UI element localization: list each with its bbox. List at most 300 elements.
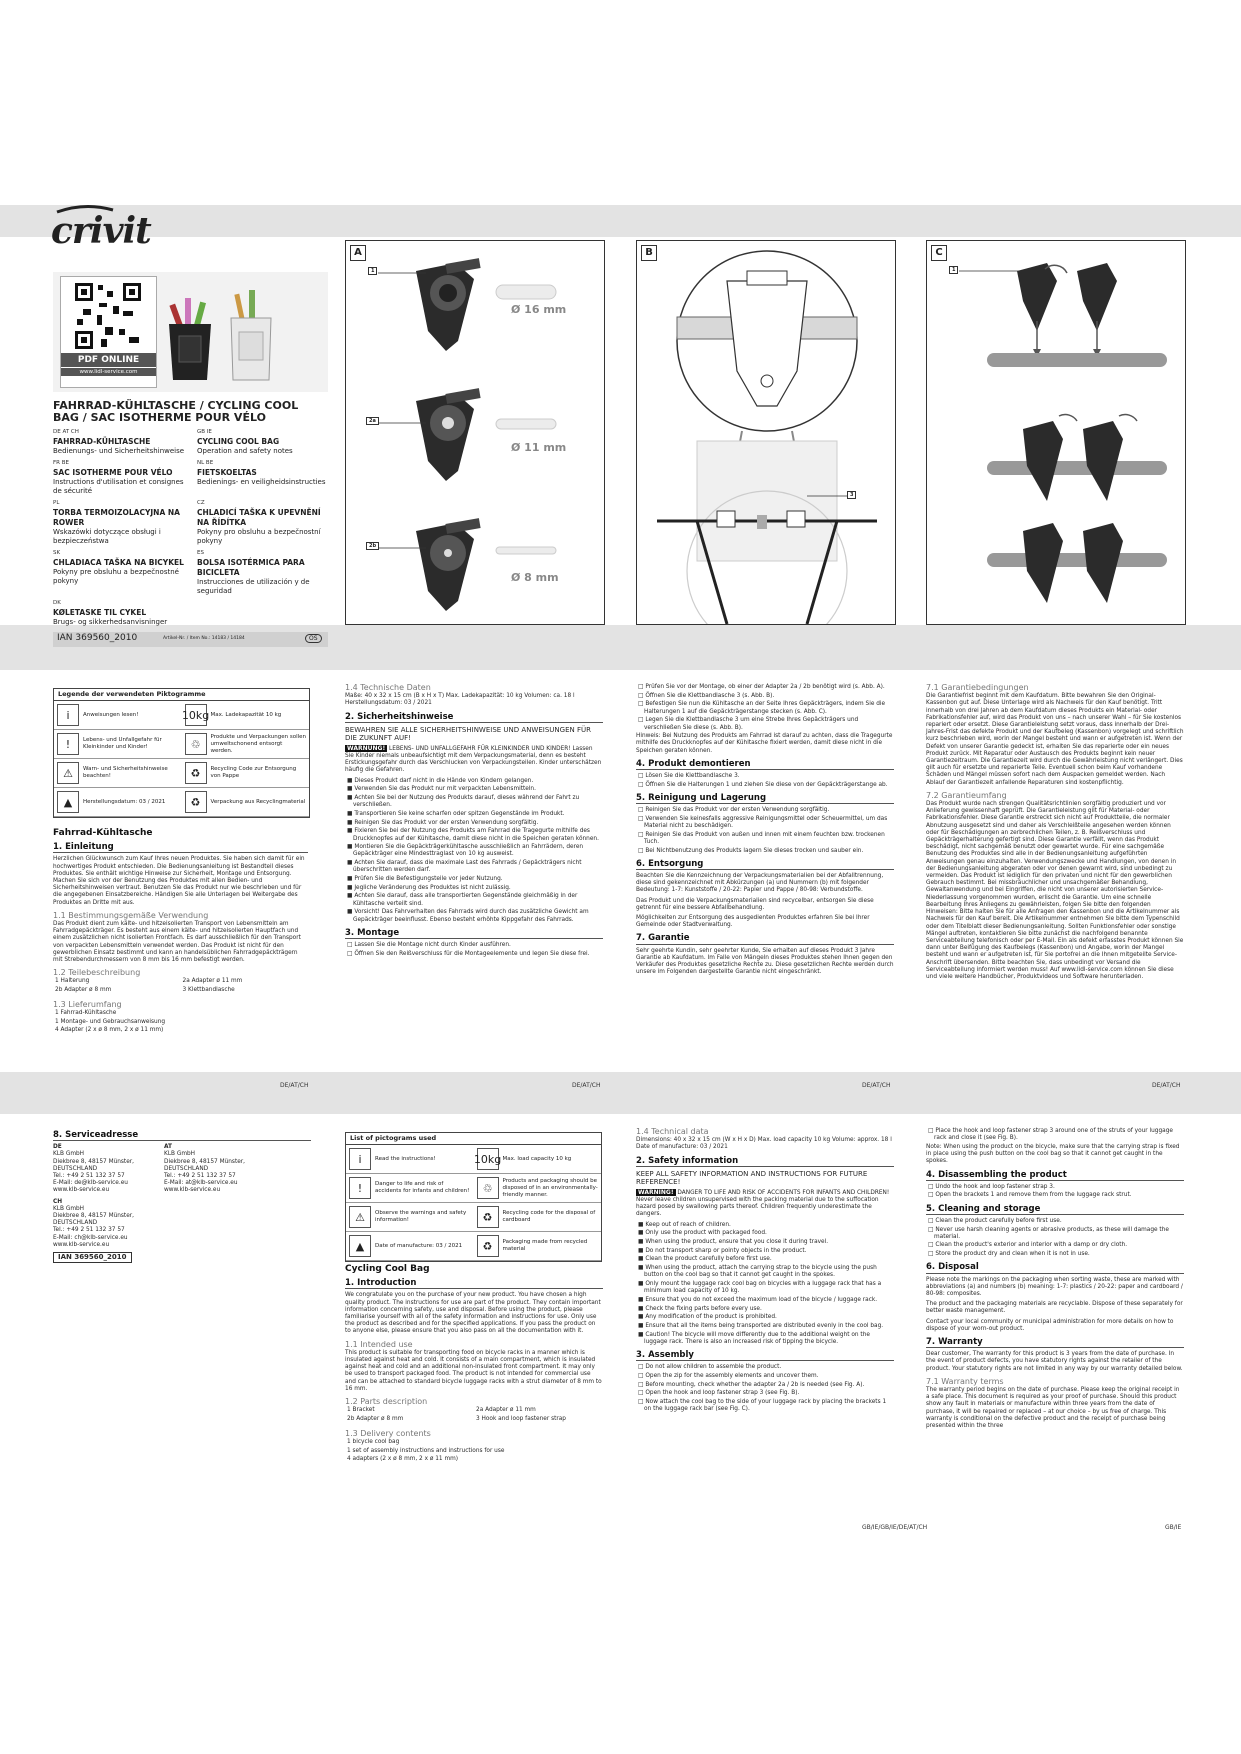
legend-text: Products and packaging should be disposed of in an environmentally-friendly manner. — [502, 1177, 598, 1198]
warranty-heading-de: 7. Garantie — [636, 935, 894, 944]
service-address-ch — [53, 1199, 311, 1249]
legend-text: Max. load capacity 10 kg — [502, 1155, 572, 1162]
legend-cell — [474, 1203, 602, 1231]
language-desc: Instrucciones de utilización y de seguridad — [197, 578, 310, 595]
warranty-heading-gb: 7. Warranty — [926, 1339, 1184, 1348]
list-item: 4 adapters (2 x ø 8 mm, 2 x ø 11 mm) — [347, 1456, 459, 1463]
bullet-icon: □ — [638, 692, 646, 699]
de-column-1 — [53, 824, 308, 1036]
legend-cell — [474, 1174, 602, 1202]
list-item: □ Legen Sie die Klettbandlasche 3 um eine Strebe Ihres Gepäckträgers und verschließen Sie diese (s. Abb. B). — [638, 717, 859, 731]
legend-text: Lebens- und Unfallgefahr für Kleinkinder und Kinder! — [83, 737, 162, 750]
language-flags: FR BE — [53, 460, 69, 466]
pictogram-icon: ♻ — [477, 1235, 499, 1257]
pictogram-icon: ⚠ — [349, 1206, 371, 1228]
list-item: 1 Bracket — [347, 1407, 375, 1414]
disposal-text1-de: Beachten Sie die Kennzeichnung der Verpackungsmaterialien bei der Abfalltrennung, diese sind gekennzeichnet mit Abkürzungen (a) und Nummern (b) mit folgender Bedeutung: 1-7: Kunststoffe / 20-22: Papier und Pappe / 80-98: Verbundstoffe. — [636, 873, 884, 894]
list-item: ■ Only mount the luggage rack cool bag on bicycles with a luggage rack that has a minimum load capacity of 10 kg. — [638, 1281, 882, 1295]
language-flags: SK — [53, 550, 61, 556]
qr-code[interactable] — [60, 276, 157, 388]
bullet-icon: □ — [638, 684, 646, 690]
list-item: □ Öffnen Sie die Klettbandlasche 3 (s. Abb. B). — [638, 692, 775, 699]
panel-b-label: B — [641, 245, 657, 261]
list-item: ■ Jegliche Veränderung des Produktes ist nicht zulässig. — [347, 884, 511, 891]
list-item: 3 Klettbandlasche — [182, 987, 235, 994]
legend-row — [346, 1203, 601, 1232]
w72-heading-de: 7.2 Garantieumfang — [926, 790, 1007, 800]
bullet-icon: □ — [638, 807, 646, 814]
pictogram-icon: ⚠ — [57, 762, 79, 784]
scope-list-de — [53, 1010, 308, 1035]
language-entry — [197, 549, 333, 596]
pictogram-icon: ♻ — [477, 1206, 499, 1228]
diameter-16-label: Ø 16 mm — [511, 303, 567, 316]
list-item: ■ Achten Sie darauf, dass die maximale Last des Fahrrads / Gepäckträgers nicht überschritten werden darf. — [347, 860, 582, 874]
language-name: CHLADICÍ TAŠKA K UPEVNĚNÍ NA ŘÍDÍTKA — [197, 508, 321, 527]
bullet-icon: ■ — [347, 819, 355, 826]
language-entry — [53, 599, 189, 627]
diameter-8-label: Ø 8 mm — [511, 571, 559, 584]
safety-heading-de: 2. Sicherheitshinweise — [345, 714, 603, 723]
legend-cell — [54, 701, 182, 729]
bracket-adapter-drawing — [346, 241, 604, 624]
list-item: □ Open the brackets 1 and remove them from the luggage rack strut. — [928, 1192, 1132, 1199]
bracket-mounting-drawing — [927, 241, 1185, 624]
list-item: ■ Do not transport sharp or pointy objects in the product. — [638, 1247, 807, 1254]
bullet-icon: ■ — [347, 777, 355, 784]
part-marker-3: 3 — [847, 491, 856, 499]
legend-row — [346, 1145, 601, 1174]
footer-de-4: DE/AT/CH — [1152, 1082, 1181, 1089]
bullet-icon: □ — [638, 1364, 646, 1371]
warning-badge-de: WARNUNG! — [347, 744, 386, 752]
safety-list-gb — [636, 1222, 894, 1347]
safety-caps-gb: KEEP ALL SAFETY INFORMATION AND INSTRUCTIONS FOR FUTURE REFERENCE! — [636, 1169, 868, 1186]
service-line: DEUTSCHLAND — [164, 1165, 209, 1172]
tech-data-gb: Dimensions: 40 x 32 x 15 cm (W x H x D) Max. load capacity 10 kg Volume: approx. 18 l Date of manufacture: 03 / 2021 — [636, 1137, 892, 1151]
list-item: 2b Adapter ø 8 mm — [55, 987, 112, 994]
legend-cell — [182, 788, 310, 816]
list-item: □ Before mounting, check whether the adapter 2a / 2b is needed (see Fig. A). — [638, 1381, 865, 1388]
pictogram-icon: ! — [57, 733, 79, 755]
legend-row — [54, 788, 309, 817]
legend-cell — [54, 759, 182, 787]
bullet-icon: ■ — [347, 828, 355, 835]
service-address-at — [164, 1144, 245, 1194]
pictogram-icon: 10kg — [477, 1148, 499, 1170]
language-name: CYCLING COOL BAG — [197, 437, 280, 446]
diameter-11-label: Ø 11 mm — [511, 441, 567, 454]
parts-heading-gb: 1.2 Parts description — [345, 1397, 428, 1407]
figure-panel-c — [926, 240, 1186, 625]
bullet-icon: ■ — [638, 1296, 646, 1303]
w72-text-de: Das Produkt wurde nach strengen Qualitätsrichtlinien sorgfältig produziert und vor Anlieferung gewissenhaft geprüft. Die Garantieleistung gilt für Material- oder Fabrikationsfehler. Diese Garantie erstreckt sich nicht auf Produktteile, die normaler Abnutzung ausgesetzt sind und daher als Verschleißteile angesehen werden können oder für Beschädigungen an zerbrechlichen Teilen, z. B. Reißverschluss und Gepäckträgerhalterung gefertigt sind. Diese Garantie verfällt, wenn das Produkt beschädigt, nicht sachgemäß benutzt oder gewartet wurde. Für eine sachgemäße Benutzung des Produktes sind alle in der Bedienungsanleitung aufgeführten Anweisungen genau einzuhalten. Verwendungszwecke und Handlungen, von denen in der Bedienungsanleitung abgeraten oder vor denen gewarnt wird, sind unbedingt zu vermeiden. Das Produkt ist lediglich für den privaten und nicht für den gewerblichen Gebrauch bestimmt. Bei missbräuchlicher und unsachgemäßer Behandlung, Gewaltanwendung und bei Eingriffen, die nicht von unserer autorisierten Service-Niederlassung vorgenommen wurden, erlischt die Garantie. Um eine schnelle Bearbeitung Ihres Anliegens zu gewährleisten, folgen Sie bitte den folgenden Hinweisen: Bitte halten Sie für alle Anfragen den Kassenbon und die Artikelnummer als Nachweis für den Kauf bereit. Die Artikelnummer entnehmen Sie bitte dem Typenschild oder dem Titelblatt dieser Bedienungsanleitung. Sollten Funktionsfehler oder sonstige Mängel auftreten, kontaktieren Sie bitte zunächst die nachfolgend benannte Serviceabteilung telefonisch oder per E-Mail. Ein als defekt erfasstes Produkt können Sie dann unter Beifügung des Kaufbelegs (Kassenbon) und Angabe, worin der Mangel besteht und wann er aufgetreten ist, für Sie portofrei an die Ihnen mitgeteilte Service-Anschrift übersenden. Bitte beachten Sie, dass unbedingt vor Versand die Serviceabteilung informiert werden muss! Auf www.lidl-service.com können Sie diese und viele weitere Handbücher, Produktvideos und Software herunterladen. — [926, 801, 1184, 980]
bullet-icon: □ — [347, 941, 355, 948]
legend-cell — [346, 1232, 474, 1260]
use-heading-de: 1.1 Bestimmungsgemäße Verwendung — [53, 910, 209, 920]
bullet-icon: ■ — [638, 1256, 646, 1263]
pictogram-icon: 10kg — [185, 704, 207, 726]
list-item: □ Clean the product carefully before first use. — [928, 1217, 1062, 1224]
figure-panel-b — [636, 240, 896, 625]
service-column — [53, 1132, 311, 1263]
legend-text: Danger to life and risk of accidents for infants and children! — [375, 1181, 470, 1194]
service-line: Tel.: +49 2 51 132 37 57 — [53, 1173, 125, 1180]
bullet-icon: ■ — [638, 1239, 646, 1246]
parts-list-gb — [345, 1407, 603, 1424]
service-country: DE — [53, 1144, 62, 1151]
bullet-icon: ■ — [638, 1247, 646, 1254]
disposal-text2-gb: The product and the packaging materials are recyclable. Dispose of these separately for better waste management. — [926, 1301, 1183, 1315]
dismount-heading-gb: 4. Disassembling the product — [926, 1172, 1184, 1181]
legend-text: Warn- und Sicherheitshinweise beachten! — [83, 766, 168, 779]
mount-heading-gb: 3. Assembly — [636, 1352, 894, 1361]
part-marker-2a: 2a — [366, 417, 379, 425]
mount-heading-de: 3. Montage — [345, 930, 603, 939]
legend-row — [54, 730, 309, 759]
list-item: ■ Ensure that you do not exceed the maximum load of the bicycle / luggage rack. — [638, 1296, 878, 1303]
list-item: 1 Fahrrad-Kühltasche — [55, 1010, 117, 1017]
bullet-icon: ■ — [347, 876, 355, 883]
pictogram-icon: ♻ — [185, 791, 207, 813]
tech-heading-de: 1.4 Technische Daten — [345, 683, 431, 692]
legend-text: Date of manufacture: 03 / 2021 — [375, 1242, 463, 1249]
footer-de-3: DE/AT/CH — [862, 1082, 891, 1089]
list-item: ■ Dieses Produkt darf nicht in die Hände von Kindern gelangen. — [347, 777, 534, 784]
w71-heading-gb: 7.1 Warranty terms — [926, 1376, 1004, 1386]
top-band — [0, 205, 1241, 237]
list-item: 2a Adapter ø 11 mm — [476, 1407, 536, 1414]
legend-text: Read the instructions! — [375, 1155, 436, 1162]
pictogram-icon: ♲ — [185, 733, 207, 755]
language-desc: Bedienings- en veiligheidsinstructies — [197, 478, 326, 486]
language-name: BOLSA ISOTÉRMICA PARA BICICLETA — [197, 558, 305, 577]
warning-badge-gb: WARNING! — [638, 1188, 674, 1196]
legend-cell — [346, 1174, 474, 1202]
bullet-icon: □ — [928, 1226, 936, 1233]
service-line: E-Mail: ch@klb-service.eu — [53, 1234, 128, 1241]
pictogram-legend-de — [53, 688, 310, 818]
intro-heading-de: 1. Einleitung — [53, 844, 308, 853]
list-item: □ Öffnen Sie die Halterungen 1 und ziehen Sie diese von der Gepäckträgerstange ab. — [638, 781, 888, 788]
pictogram-icon: ! — [349, 1177, 371, 1199]
bullet-icon: □ — [928, 1217, 936, 1224]
list-item: ■ Achten Sie darauf, dass alle transportierten Gegenstände gleichmäßig in der Kühltasche verteilt sind. — [347, 893, 578, 907]
use-text-de: Das Produkt dient zum kälte- und hitzeisolierten Transport von Lebensmitteln am Fahrradgepäckträger. Es besteht aus einem kälte- und hitzeisolierten Hauptfach und einem zusätzlichen nicht isolierten Frontfach. Es darf ausschließlich für den Transport von verpackten Lebensmitteln verwendet werden. Das Produkt ist nicht für den gewerblichen Einsatz bestimmt und kann an handelsüblichen Fahrradgepäckträgern mit Strebendurchmessern von 8 mm bis 16 mm befestigt werden. — [53, 921, 301, 964]
list-item: □ Open the hook and loop fastener strap 3 (see Fig. B). — [638, 1390, 800, 1397]
bullet-icon: ■ — [347, 884, 355, 891]
language-name: KØLETASKE TIL CYKEL — [53, 608, 147, 617]
w71-text-de: Die Garantiefrist beginnt mit dem Kaufdatum. Bitte bewahren Sie den Original-Kassenbon gut auf. Diese Unterlage wird als Nachweis für den Kauf benötigt. Tritt innerhalb von drei Jahren ab dem Kaufdatum dieses Produkts ein Material- oder Fabrikationsfehler auf, wird das Produkt von uns – nach unserer Wahl – für Sie kostenlos repariert oder ersetzt. Diese Garantieleistung setzt voraus, dass innerhalb der Drei-Jahres-Frist das defekte Produkt und der Kaufbeleg (Kassenbon) vorgelegt und schriftlich kurz beschrieben wird, worin der Mangel besteht und wann er aufgetreten ist. Wenn der Defekt von unserer Garantie gedeckt ist, erhalten Sie das reparierte oder ein neues Produkt zurück. Mit Reparatur oder Austausch des Produkts beginnt kein neuer Garantiezeitraum. Die Garantiezeit wird durch die Gewährleistung nicht verlängert. Dies gilt auch für ersetzte und reparierte Teile. Eventuell schon beim Kauf vorhandene Schäden und Mängel müssen sofort nach dem Auspacken gemeldet werden. Nach Ablauf der Garantiezeit anfallende Reparaturen sind kostenpflichtig. — [926, 693, 1184, 786]
language-name: FAHRRAD-KÜHLTASCHE — [53, 437, 151, 446]
part-marker-1-c: 1 — [949, 266, 958, 274]
bullet-icon: □ — [638, 831, 646, 838]
language-desc: Pokyny pre obsluhu a bezpečnostné pokyny — [53, 568, 179, 585]
pictogram-icon: ▲ — [349, 1235, 371, 1257]
legend-title: Legende der verwendeten Piktogramme — [54, 689, 309, 701]
list-item: ■ When using the product, attach the carrying strap to the bicycle using the push button on the cool bag so that it cannot get caught in the spokes. — [638, 1265, 877, 1279]
list-item: ■ Caution! The bicycle will move differently due to the additional weight on the luggage rack. There is also an increased risk of tipping the bicycle. — [638, 1331, 870, 1345]
product-photo-dark — [165, 296, 215, 384]
legend-cell — [182, 701, 310, 729]
bullet-icon: □ — [638, 1399, 646, 1406]
service-line: Diekbree 8, 48157 Münster, — [53, 1213, 135, 1220]
disposal-text3-gb: Contact your local community or municipal administration for more details on how to dispose of your worn-out product. — [926, 1318, 1174, 1332]
dismount-list-gb — [926, 1184, 1184, 1200]
bullet-icon: □ — [638, 1381, 646, 1388]
ian-number: IAN 369560_2010 — [57, 633, 138, 643]
warranty-text-de: Sehr geehrte Kundin, sehr geehrter Kunde, Sie erhalten auf dieses Produkt 3 Jahre Garantie ab Kaufdatum. Im Falle von Mängeln dieses Produktes stehen Ihnen gegen den Verkäufer des Produktes gesetzliche Rechte zu. Diese gesetzlichen Rechte werden durch unsere im Folgenden dargestellte Garantie nicht eingeschränkt. — [636, 947, 894, 976]
bullet-icon: ■ — [347, 893, 355, 900]
cover-title: FAHRRAD-KÜHLTASCHE / CYCLING COOL BAG / SAC ISOTHERME POUR VÉLO — [53, 399, 299, 424]
panel-a-label: A — [350, 245, 366, 261]
footer-gb-right: GB/IE — [1165, 1524, 1182, 1531]
list-item: □ Lassen Sie die Montage nicht durch Kinder ausführen. — [347, 941, 511, 948]
intro-text-gb: We congratulate you on the purchase of your new product. You have chosen a high quality product. The instructions for use are part of the product. They contain important information concerning safety, use and disposal. Before using the product, please familiarise yourself with all of the safety information and instructions for use. Only use the product as described and for the specified applications. If you pass the product on to anyone else, please ensure that you also pass on all the documentation with it. — [345, 1292, 601, 1335]
legend-cell — [54, 730, 182, 758]
bullet-icon: ■ — [638, 1265, 646, 1272]
service-line: www.klb-service.eu — [53, 1187, 110, 1194]
language-name: TORBA TERMOIZOLACYJNA NA ROWER — [53, 508, 180, 527]
service-ian: IAN 369560_2010 — [53, 1252, 132, 1263]
bullet-icon: ■ — [638, 1281, 646, 1288]
figure-panel-a — [345, 240, 605, 625]
bullet-icon: ■ — [638, 1323, 646, 1330]
bullet-icon: □ — [638, 815, 646, 822]
gb-column-2 — [345, 1266, 603, 1465]
legend-row — [346, 1174, 601, 1203]
list-item: ■ Fixieren Sie bei der Nutzung des Produkts am Fahrrad die Tragegurte mithilfe des Druckknopfes auf der Kühltasche, damit diese nicht in die Speichen geraten können. — [347, 828, 599, 842]
safety-caps-de: BEWAHREN SIE ALLE SICHERHEITSHINWEISE UND ANWEISUNGEN FÜR DIE ZUKUNFT AUF! — [345, 725, 591, 742]
pdf-online-url: www.lidl-service.com — [61, 368, 156, 376]
bullet-icon: □ — [638, 1390, 646, 1397]
legend-cell — [474, 1145, 602, 1173]
pictogram-icon: ♻ — [185, 762, 207, 784]
footer-de-1: DE/AT/CH — [280, 1082, 309, 1089]
w71-text-gb: The warranty period begins on the date of purchase. Please keep the original receipt in a safe place. This document is required as your proof of purchase. Should this product show any fault in materials or manufacture within three years from the date of purchase, it will be repaired or replaced – at our choice – by us free of charge. This warranty is conditional on the defective product and the receipt of purchase being presented within the three — [926, 1386, 1180, 1429]
language-flags: ES — [197, 550, 204, 556]
list-item: 1 Halterung — [55, 978, 90, 985]
clean-list-gb — [926, 1218, 1184, 1259]
bullet-icon: ■ — [347, 860, 355, 867]
list-item: 2b Adapter ø 8 mm — [347, 1415, 404, 1422]
bullet-icon: □ — [928, 1192, 936, 1199]
legend-text: Produkte und Verpackungen sollen umweltschonend entsorgt werden. — [210, 733, 307, 754]
part-marker-2b: 2b — [366, 542, 379, 550]
bullet-icon: □ — [638, 781, 646, 788]
list-item: 2a Adapter ø 11 mm — [182, 978, 243, 985]
legend-text: Max. Ladekapazität 10 kg — [210, 711, 282, 718]
service-line: Diekbree 8, 48157 Münster, — [164, 1158, 246, 1165]
bullet-icon: ■ — [347, 909, 355, 916]
clean-heading-de: 5. Reinigung und Lagerung — [636, 795, 894, 804]
service-line: E-Mail: de@klb-service.eu — [53, 1180, 128, 1187]
cooler-bag-light-icon — [227, 290, 275, 384]
legend-text: Observe the warnings and safety information! — [375, 1210, 467, 1223]
bottom-band-2 — [0, 1072, 1241, 1114]
legend-cell — [346, 1145, 474, 1173]
service-line: Tel.: +49 2 51 132 37 57 — [164, 1173, 236, 1180]
list-item: ■ Achten Sie bei der Nutzung des Produkts darauf, dieses während der Fahrt zu verschließen. — [347, 795, 580, 809]
language-entry — [197, 459, 333, 496]
tech-data-de: Maße: 40 x 32 x 15 cm (B x H x T) Max. Ladekapazität: 10 kg Volumen: ca. 18 l Herstellungsdatum: 03 / 2021 — [345, 693, 575, 707]
list-item: □ Store the product dry and clean when it is not in use. — [928, 1251, 1090, 1258]
language-entry — [53, 428, 189, 456]
dismount-list-de — [636, 773, 894, 789]
pdf-online-label: PDF ONLINE — [61, 353, 156, 367]
pictogram-legend-gb — [345, 1132, 602, 1262]
language-desc: Instructions d'utilisation et consignes de sécurité — [53, 478, 184, 495]
list-item: ■ Transportieren Sie keine scharfen oder spitzen Gegenstände im Produkt. — [347, 810, 565, 817]
language-list — [53, 428, 333, 627]
bullet-icon: □ — [638, 701, 646, 708]
disposal-heading-de: 6. Entsorgung — [636, 861, 894, 870]
legend-row — [54, 701, 309, 730]
list-item: □ Place the hook and loop fastener strap 3 around one of the struts of your luggage rack and close it (see Fig. B). — [928, 1128, 1173, 1142]
language-entry — [53, 549, 189, 596]
logo-swoosh-icon — [55, 204, 115, 214]
bullet-icon: ■ — [638, 1331, 646, 1338]
list-item: □ Now attach the cool bag to the side of your luggage rack by placing the brackets 1 on the luggage rack bar (see Fig. C). — [638, 1399, 887, 1413]
legend-text: Herstellungsdatum: 03 / 2021 — [83, 798, 166, 805]
language-entry — [53, 499, 189, 546]
bullet-icon: ■ — [638, 1221, 646, 1228]
mount-list-gb-b — [926, 1128, 1184, 1142]
service-line: KLB GmbH — [164, 1151, 196, 1158]
legend-title-gb: List of pictograms used — [346, 1133, 601, 1145]
bullet-icon: □ — [638, 847, 646, 854]
legend-text: Verpackung aus Recyclingmaterial — [210, 798, 306, 805]
footer-de-2: DE/AT/CH — [572, 1082, 601, 1089]
qr-code-icon — [73, 281, 143, 351]
list-item: ■ When using the product, ensure that you close it during travel. — [638, 1239, 829, 1246]
cooler-bag-dark-icon — [165, 296, 215, 384]
legend-row — [346, 1232, 601, 1261]
intro-text-de: Herzlichen Glückwunsch zum Kauf Ihres neuen Produktes. Sie haben sich damit für ein hochwertiges Produkt entschieden. Die Bedienungsanleitung ist Bestandteil dieses Produktes. Sie enthält wichtige Hinweise zur Sicherheit, Montage und Entsorgung. Machen Sie sich vor der Benutzung des Produktes mit allen Bedien- und Sicherheitshinweisen vertraut. Benutzen Sie das Produkt nur wie beschrieben und für die angegebenen Einsatzbereiche. Händigen Sie alle Unterlagen bei Weitergabe des Produktes an Dritte mit aus. — [53, 856, 305, 906]
legend-cell — [182, 730, 310, 758]
language-entry — [197, 499, 333, 546]
list-item: □ Verwenden Sie keinesfalls aggressive Reinigungsmittel oder Scheuermittel, um das Material nicht zu beschädigen. — [638, 815, 888, 830]
warning-text-de: LEBENS- UND UNFALLGEFAHR FÜR KLEINKINDER UND KINDER! Lassen Sie Kinder niemals unbeaufsichtigt mit dem Verpackungsmaterial, denn es besteht Erstickungsgefahr durch das Verschlucken von Verpackungsteilen. Kinder unterschätzen häufig die Gefahren. — [345, 745, 602, 774]
service-line: Diekbree 8, 48157 Münster, — [53, 1158, 135, 1165]
bullet-icon: □ — [347, 950, 355, 957]
service-line: www.klb-service.eu — [53, 1241, 110, 1248]
list-item: □ Bei Nichtbenutzung des Produkts lagern Sie dieses trocken und sauber ein. — [638, 847, 864, 854]
list-item: □ Open the zip for the assembly elements and uncover them. — [638, 1373, 819, 1380]
language-name: CHLADIACA TAŠKA NA BICYKEL — [53, 558, 184, 567]
language-flags: DE AT CH — [53, 429, 79, 435]
bullet-icon: ■ — [638, 1230, 646, 1237]
use-heading-gb: 1.1 Intended use — [345, 1339, 413, 1349]
footer-gb-left: GB/IE/GB/IE/DE/AT/CH — [862, 1524, 928, 1531]
warning-text-gb: DANGER TO LIFE AND RISK OF ACCIDENTS FOR INFANTS AND CHILDREN! Never leave children unsupervised with the packing material due to the suffocation hazard posed by swallowing parts thereof. Children frequently underestimate the dangers. — [636, 1189, 890, 1218]
list-item: ■ Check the fixing parts before every use. — [638, 1305, 762, 1312]
pictogram-icon: i — [349, 1148, 371, 1170]
service-line: www.klb-service.eu — [164, 1187, 221, 1194]
mount-note-de: Hinweis: Bei Nutzung des Produkts am Fahrrad ist darauf zu achten, dass die Tragegurte mithilfe des Druckknopfes auf der Kühltasche fixiert werden, damit diese nicht in die Speichen geraten können. — [636, 733, 893, 754]
list-item: ■ Only use the product with packaged food. — [638, 1230, 767, 1237]
service-line: KLB GmbH — [53, 1151, 85, 1158]
bullet-icon: □ — [928, 1242, 936, 1249]
list-item: □ Never use harsh cleaning agents or abrasive products, as these will damage the material. — [928, 1226, 1169, 1240]
disposal-text3-de: Möglichkeiten zur Entsorgung des ausgedienten Produktes erfahren Sie bei Ihrer Gemeinde oder Stadtverwaltung. — [636, 915, 870, 929]
service-country: CH — [53, 1198, 63, 1205]
mount-list-gb-a — [636, 1364, 894, 1413]
bullet-icon: □ — [638, 717, 646, 724]
service-line: DEUTSCHLAND — [53, 1220, 98, 1227]
de-column-3 — [636, 684, 894, 980]
language-desc: Bedienungs- und Sicherheitshinweise — [53, 447, 185, 455]
clean-list-de — [636, 807, 894, 855]
list-item: □ Do not allow children to assemble the product. — [638, 1364, 782, 1371]
bullet-icon: □ — [928, 1251, 936, 1258]
legend-cell — [474, 1232, 602, 1260]
pictogram-icon: i — [57, 704, 79, 726]
language-name: FIETSKOELTAS — [197, 468, 257, 477]
warranty-text-gb: Dear customer, The warranty for this product is 3 years from the date of purchase. In the event of product defects, you have statutory rights against the retailer of the product. Your statutory rights are not limited in any way by our warranty detailed below. — [926, 1351, 1183, 1372]
list-item: ■ Clean the product carefully before first use. — [638, 1256, 772, 1263]
mount-list-de-b — [636, 684, 894, 732]
language-entry — [197, 428, 333, 456]
bullet-icon: □ — [638, 1373, 646, 1380]
velcro-strap-drawing — [637, 241, 895, 624]
service-heading: 8. Serviceadresse — [53, 1132, 311, 1141]
list-item: □ Undo the hook and loop fastener strap 3. — [928, 1183, 1055, 1190]
pictogram-icon: ▲ — [57, 791, 79, 813]
list-item: ■ Reinigen Sie das Produkt vor der ersten Verwendung sorgfältig. — [347, 819, 539, 826]
list-item: □ Befestigen Sie nun die Kühltasche an der Seite Ihres Gepäckträgers, indem Sie die Halterungen 1 auf die Gepäckträgerstange stecken (s. Abb. C). — [638, 701, 886, 715]
scope-list-gb — [345, 1439, 603, 1464]
disposal-text1-gb: Please note the markings on the packaging when sorting waste, these are marked with abbreviations (a) and numbers (b) meaning: 1-7: plastics / 20-22: paper and cardboard / 80-98: composites. — [926, 1276, 1183, 1297]
pictogram-icon: ♲ — [477, 1177, 499, 1199]
use-text-gb: This product is suitable for transporting food on bicycle racks in a manner which is insulated against heat and cold. It consists of a main compartment, which is insulated against heat and cold and an additional non-insulated front compartment. It may only be used to transport packaged food. The product is not intended for commercial use and can be attached to standard bicycle luggage racks with a strut diameter of 8 mm to 16 mm. — [345, 1349, 602, 1392]
language-desc: Brugs- og sikkerhedsanvisninger — [53, 618, 168, 626]
list-item: ■ Prüfen Sie die Befestigungsteile vor jeder Nutzung. — [347, 876, 503, 883]
legend-cell — [346, 1203, 474, 1231]
part-marker-1: 1 — [368, 267, 377, 275]
scope-heading-gb: 1.3 Delivery contents — [345, 1428, 431, 1438]
clean-heading-gb: 5. Cleaning and storage — [926, 1206, 1184, 1215]
de-column-2 — [345, 684, 603, 959]
list-item: ■ Any modification of the product is prohibited. — [638, 1314, 777, 1321]
list-item: ■ Keep out of reach of children. — [638, 1221, 731, 1228]
article-number: Artikel-Nr. / Item No.: 14183 / 14184 — [163, 636, 245, 641]
list-item: □ Öffnen Sie den Reißverschluss für die Montageelemente und legen Sie diese frei. — [347, 950, 590, 957]
language-desc: Pokyny pro obsluhu a bezpečnostní pokyny — [197, 528, 321, 545]
legend-text: Anweisungen lesen! — [83, 711, 139, 718]
service-line: KLB GmbH — [53, 1205, 85, 1212]
disposal-heading-gb: 6. Disposal — [926, 1264, 1184, 1273]
legend-text: Packaging made from recycled material — [502, 1239, 588, 1252]
legend-cell — [54, 788, 182, 816]
bullet-icon: ■ — [347, 786, 355, 793]
ian-bar — [53, 632, 328, 647]
bullet-icon: ■ — [638, 1305, 646, 1312]
product-photo-light — [227, 290, 275, 384]
service-line: DEUTSCHLAND — [53, 1165, 98, 1172]
mount-list-de-a — [345, 942, 603, 958]
legend-text: Recycling Code zur Entsorgung von Pappe — [210, 766, 297, 779]
language-flags: GB IE — [197, 429, 212, 435]
product-heading-gb: Cycling Cool Bag — [345, 1264, 430, 1274]
list-item: □ Reinigen Sie das Produkt von außen und innen mit einem feuchten bzw. trockenen Tuch. — [638, 831, 885, 845]
bullet-icon: □ — [928, 1128, 936, 1134]
bullet-icon: ■ — [638, 1314, 646, 1321]
bullet-icon: ■ — [347, 795, 355, 802]
service-country: AT — [164, 1144, 173, 1151]
disposal-text2-de: Das Produkt und die Verpackungsmaterialien sind recycelbar, entsorgen Sie diese getrennt für eine bessere Abfallbehandlung. — [636, 897, 874, 911]
mount-note-gb: Note: When using the product on the bicycle, make sure that the carrying strap is fixed in place using the push button on the cool bag so that it cannot get caught in the spokes. — [926, 1143, 1180, 1165]
